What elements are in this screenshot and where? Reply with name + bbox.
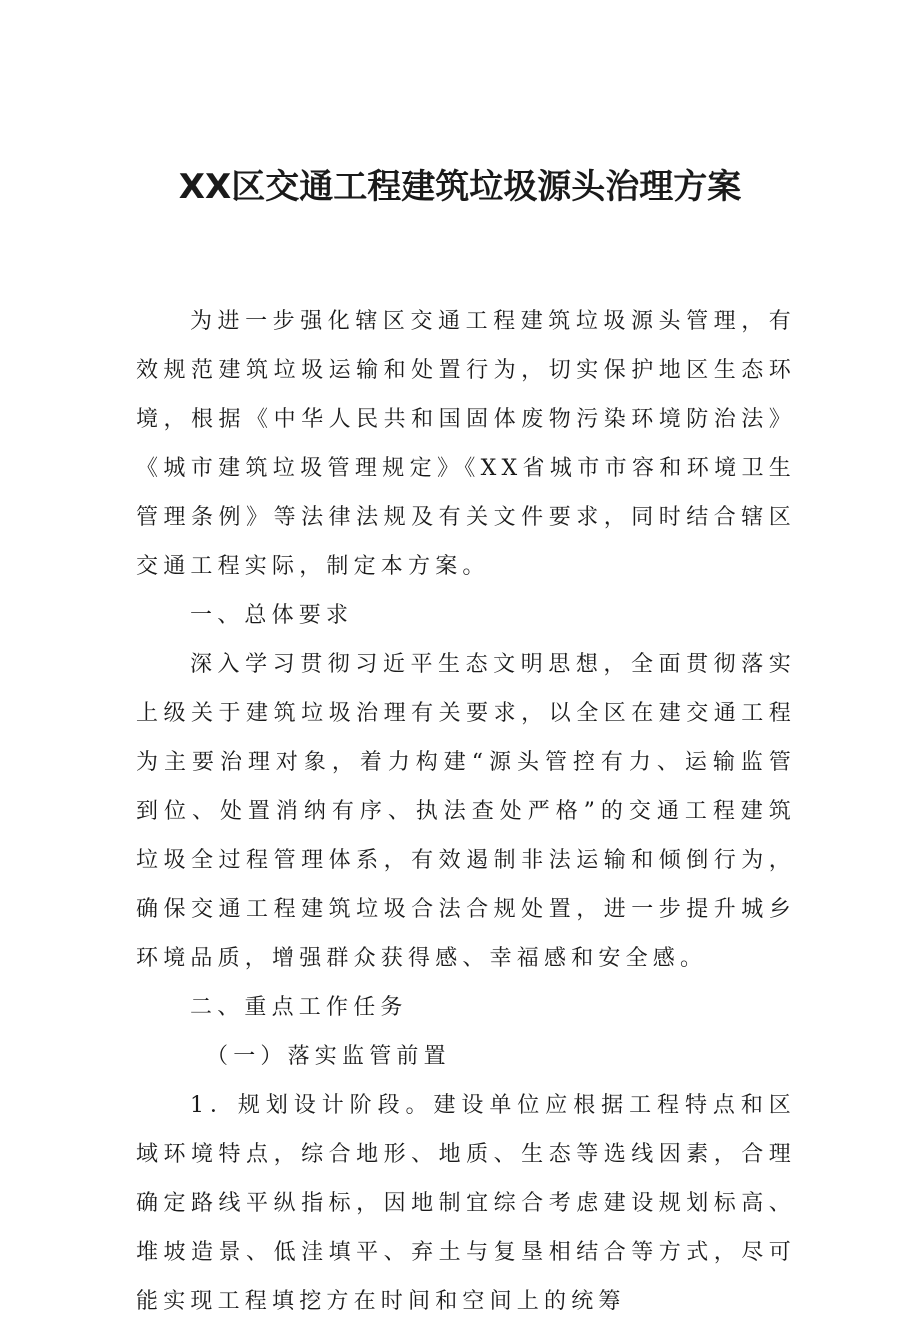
general-requirements-paragraph: 深入学习贯彻习近平生态文明思想，全面贯彻落实上级关于建筑垃圾治理有关要求，以全区在建交通工程为主要治理对象，着力构建“源头管控有力、运输监管到位、处置消纳有序、执法查处严格”的交通工程建筑垃圾全过程管理体系，有效遏制非法运输和倾倒行为，确保交通工程建筑垃圾合法合规处置，进一步提升城乡环境品质，增强群众获得感、幸福感和安全感。 <box>136 652 796 971</box>
document-title: XX区交通工程建筑垃圾源头治理方案 <box>178 167 742 207</box>
section-heading-general-requirements: 一、总体要求 <box>190 603 354 628</box>
document-body <box>136 297 796 1326</box>
intro-paragraph: 为进一步强化辖区交通工程建筑垃圾源头管理，有效规范建筑垃圾运输和处置行为，切实保护地区生态环境，根据《中华人民共和国固体废物污染环境防治法》《城市建筑垃圾管理规定》《XX省城市市容和环境卫生管理条例》等法律法规及有关文件要求，同时结合辖区交通工程实际，制定本方案。 <box>136 309 796 579</box>
subsection-heading-supervision: （一）落实监管前置 <box>206 1044 451 1069</box>
item-planning-design-paragraph: 1．规划设计阶段。建设单位应根据工程特点和区域环境特点，综合地形、地质、生态等选线因素，合理确定路线平纵指标，因地制宜综合考虑建设规划标高、堆坡造景、低洼填平、弃土与复垦相结合等方式，尽可能实现工程填挖方在时间和空间上的统筹 <box>136 1093 796 1314</box>
section-heading-key-tasks: 二、重点工作任务 <box>190 995 408 1020</box>
